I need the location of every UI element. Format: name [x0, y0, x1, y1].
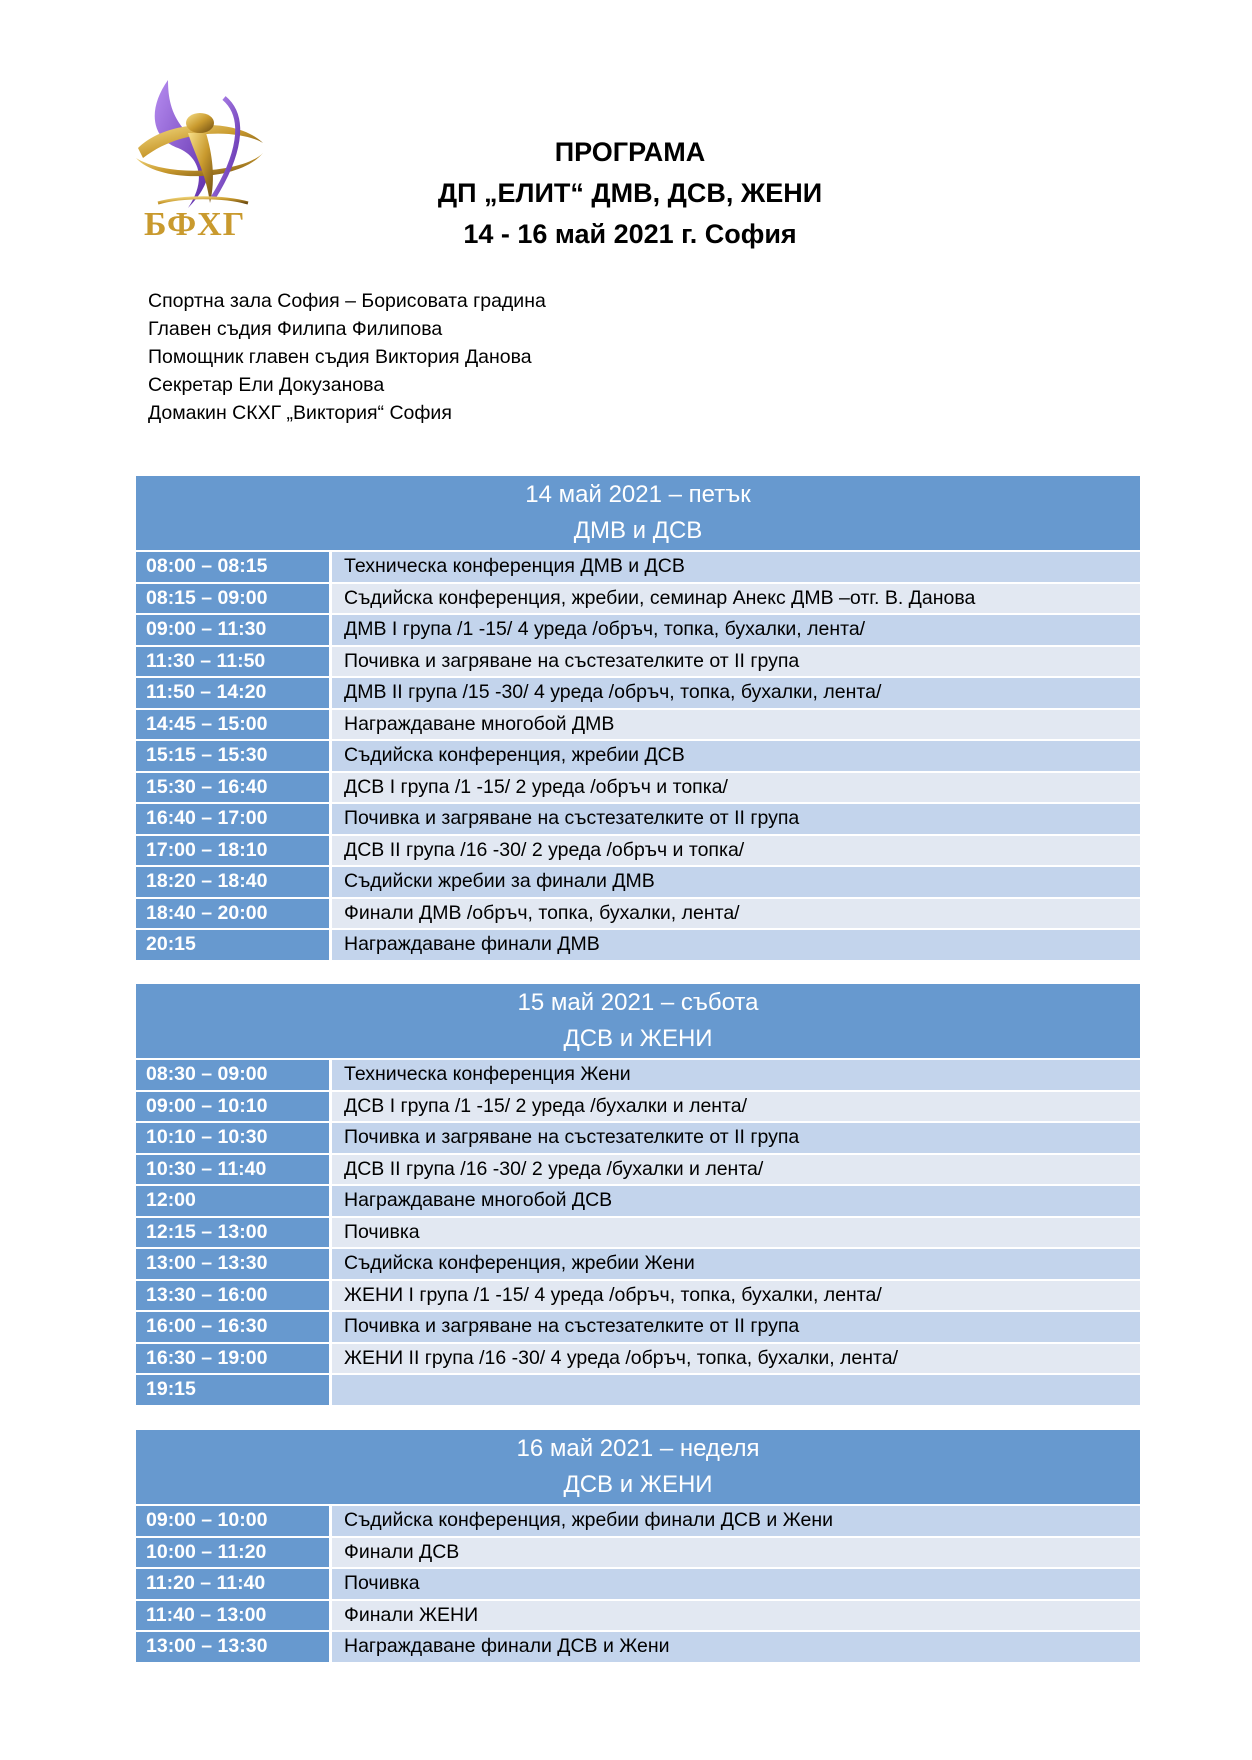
row-time: 11:20 – 11:40	[136, 1569, 332, 1599]
schedule-row	[136, 1375, 1140, 1407]
schedule-row	[136, 1060, 1140, 1092]
logo-text: БФХГ	[144, 206, 246, 243]
row-description: Почивка и загряване на състезателките от II група	[332, 804, 1140, 834]
day-group: ДМВ и ДСВ	[573, 517, 703, 544]
schedule-row	[136, 1218, 1140, 1250]
page-title	[380, 132, 880, 255]
row-time: 15:15 – 15:30	[136, 741, 332, 771]
schedule-row	[136, 773, 1140, 805]
info-line: Домакин СКХГ „Виктория“ София	[148, 402, 452, 424]
day-group: ДСВ и ЖЕНИ	[563, 1025, 713, 1052]
schedule-row	[136, 1538, 1140, 1570]
schedule-row	[136, 552, 1140, 584]
row-description: Съдийска конференция, жребии финали ДСВ и Жени	[332, 1506, 1140, 1536]
schedule-row	[136, 1344, 1140, 1376]
row-time: 10:00 – 11:20	[136, 1538, 332, 1568]
schedule-row	[136, 867, 1140, 899]
schedule-row	[136, 1601, 1140, 1633]
schedule-row	[136, 1632, 1140, 1664]
row-time: 13:00 – 13:30	[136, 1632, 332, 1662]
schedule-row	[136, 930, 1140, 962]
row-description: ДМВ I група /1 -15/ 4 уреда /обръч, топка, бухалки, лента/	[332, 615, 1140, 645]
row-description: Техническа конференция Жени	[332, 1060, 1140, 1090]
row-description: Почивка	[332, 1218, 1140, 1248]
row-time: 11:50 – 14:20	[136, 678, 332, 708]
row-time: 18:40 – 20:00	[136, 899, 332, 929]
schedule-day-1	[136, 476, 1140, 962]
schedule-row	[136, 678, 1140, 710]
row-description: Съдийски жребии за финали ДМВ	[332, 867, 1140, 897]
day-header	[136, 984, 1140, 1060]
row-description: ДСВ II група /16 -30/ 2 уреда /бухалки и лента/	[332, 1155, 1140, 1185]
info-line: Помощник главен съдия Виктория Данова	[148, 346, 532, 368]
row-time: 09:00 – 11:30	[136, 615, 332, 645]
day-header	[136, 476, 1140, 552]
row-time: 10:10 – 10:30	[136, 1123, 332, 1153]
row-description: Награждаване многобой ДМВ	[332, 710, 1140, 740]
day-group: ДСВ и ЖЕНИ	[563, 1471, 713, 1498]
schedule-row	[136, 710, 1140, 742]
schedule-row	[136, 1312, 1140, 1344]
row-time: 20:15	[136, 930, 332, 960]
row-time: 09:00 – 10:00	[136, 1506, 332, 1536]
row-description: Награждаване многобой ДСВ	[332, 1186, 1140, 1216]
row-time: 08:15 – 09:00	[136, 584, 332, 614]
info-line: Секретар Ели Докузанова	[148, 374, 385, 396]
row-description: Съдийска конференция, жребии ДСВ	[332, 741, 1140, 771]
row-time: 12:15 – 13:00	[136, 1218, 332, 1248]
row-time: 12:00	[136, 1186, 332, 1216]
row-time: 08:30 – 09:00	[136, 1060, 332, 1090]
schedule-row	[136, 1186, 1140, 1218]
schedule-row	[136, 1092, 1140, 1124]
schedule-row	[136, 615, 1140, 647]
day-date: 15 май 2021 – събота	[517, 989, 759, 1016]
schedule-row	[136, 899, 1140, 931]
row-description: ЖЕНИ II група /16 -30/ 4 уреда /обръч, топка, бухалки, лента/	[332, 1344, 1140, 1374]
row-description: Финали ДМВ /обръч, топка, бухалки, лента/	[332, 899, 1140, 929]
row-time: 11:30 – 11:50	[136, 647, 332, 677]
info-line: Спортна зала София – Борисовата градина	[148, 290, 546, 312]
row-time: 16:00 – 16:30	[136, 1312, 332, 1342]
row-time: 16:30 – 19:00	[136, 1344, 332, 1374]
row-time: 16:40 – 17:00	[136, 804, 332, 834]
title-line: 14 - 16 май 2021 г. София	[463, 219, 797, 249]
row-description: ДСВ I група /1 -15/ 2 уреда /обръч и топка/	[332, 773, 1140, 803]
schedule-row	[136, 1569, 1140, 1601]
row-description: Финали ЖЕНИ	[332, 1601, 1140, 1631]
schedule-row	[136, 647, 1140, 679]
row-time: 13:30 – 16:00	[136, 1281, 332, 1311]
schedule-row	[136, 804, 1140, 836]
row-time: 17:00 – 18:10	[136, 836, 332, 866]
row-description: Награждаване финали ДСВ и Жени	[332, 1632, 1140, 1662]
row-description: ДСВ I група /1 -15/ 2 уреда /бухалки и лента/	[332, 1092, 1140, 1122]
schedule-row	[136, 1506, 1140, 1538]
day-date: 14 май 2021 – петък	[525, 481, 751, 508]
schedule-row	[136, 1281, 1140, 1313]
row-description: Награждаване финали ДМВ	[332, 930, 1140, 960]
schedule-row	[136, 1123, 1140, 1155]
row-description: Почивка и загряване на състезателките от II група	[332, 647, 1140, 677]
row-time: 10:30 – 11:40	[136, 1155, 332, 1185]
row-time: 18:20 – 18:40	[136, 867, 332, 897]
schedule-row	[136, 1249, 1140, 1281]
row-time: 13:00 – 13:30	[136, 1249, 332, 1279]
row-time: 19:15	[136, 1375, 332, 1405]
day-header	[136, 1430, 1140, 1506]
row-description: Почивка и загряване на състезателките от II група	[332, 1123, 1140, 1153]
row-time: 14:45 – 15:00	[136, 710, 332, 740]
schedule-row	[136, 1155, 1140, 1187]
schedule-day-3	[136, 1430, 1140, 1664]
row-description: ДСВ II група /16 -30/ 2 уреда /обръч и топка/	[332, 836, 1140, 866]
row-description: Съдийска конференция, жребии, семинар Анекс ДМВ –отг. В. Данова	[332, 584, 1140, 614]
schedule-row	[136, 741, 1140, 773]
row-description: Почивка и загряване на състезателките от II група	[332, 1312, 1140, 1342]
row-time: 08:00 – 08:15	[136, 552, 332, 582]
schedule-row	[136, 584, 1140, 616]
schedule-row	[136, 836, 1140, 868]
row-description: Финали ДСВ	[332, 1538, 1140, 1568]
row-description: Съдийска конференция, жребии Жени	[332, 1249, 1140, 1279]
title-line: ПРОГРАМА	[554, 137, 706, 167]
row-time: 09:00 – 10:10	[136, 1092, 332, 1122]
row-time: 15:30 – 16:40	[136, 773, 332, 803]
row-description	[332, 1375, 1140, 1405]
federation-logo	[128, 78, 278, 250]
row-description: Техническа конференция ДМВ и ДСВ	[332, 552, 1140, 582]
row-time: 11:40 – 13:00	[136, 1601, 332, 1631]
day-date: 16 май 2021 – неделя	[516, 1435, 760, 1462]
row-description: Почивка	[332, 1569, 1140, 1599]
info-line: Главен съдия Филипа Филипова	[148, 318, 443, 340]
schedule-day-2	[136, 984, 1140, 1407]
title-line: ДП „ЕЛИТ“ ДМВ, ДСВ, ЖЕНИ	[437, 178, 823, 208]
event-info	[148, 287, 546, 427]
row-description: ЖЕНИ I група /1 -15/ 4 уреда /обръч, топка, бухалки, лента/	[332, 1281, 1140, 1311]
row-description: ДМВ II група /15 -30/ 4 уреда /обръч, топка, бухалки, лента/	[332, 678, 1140, 708]
